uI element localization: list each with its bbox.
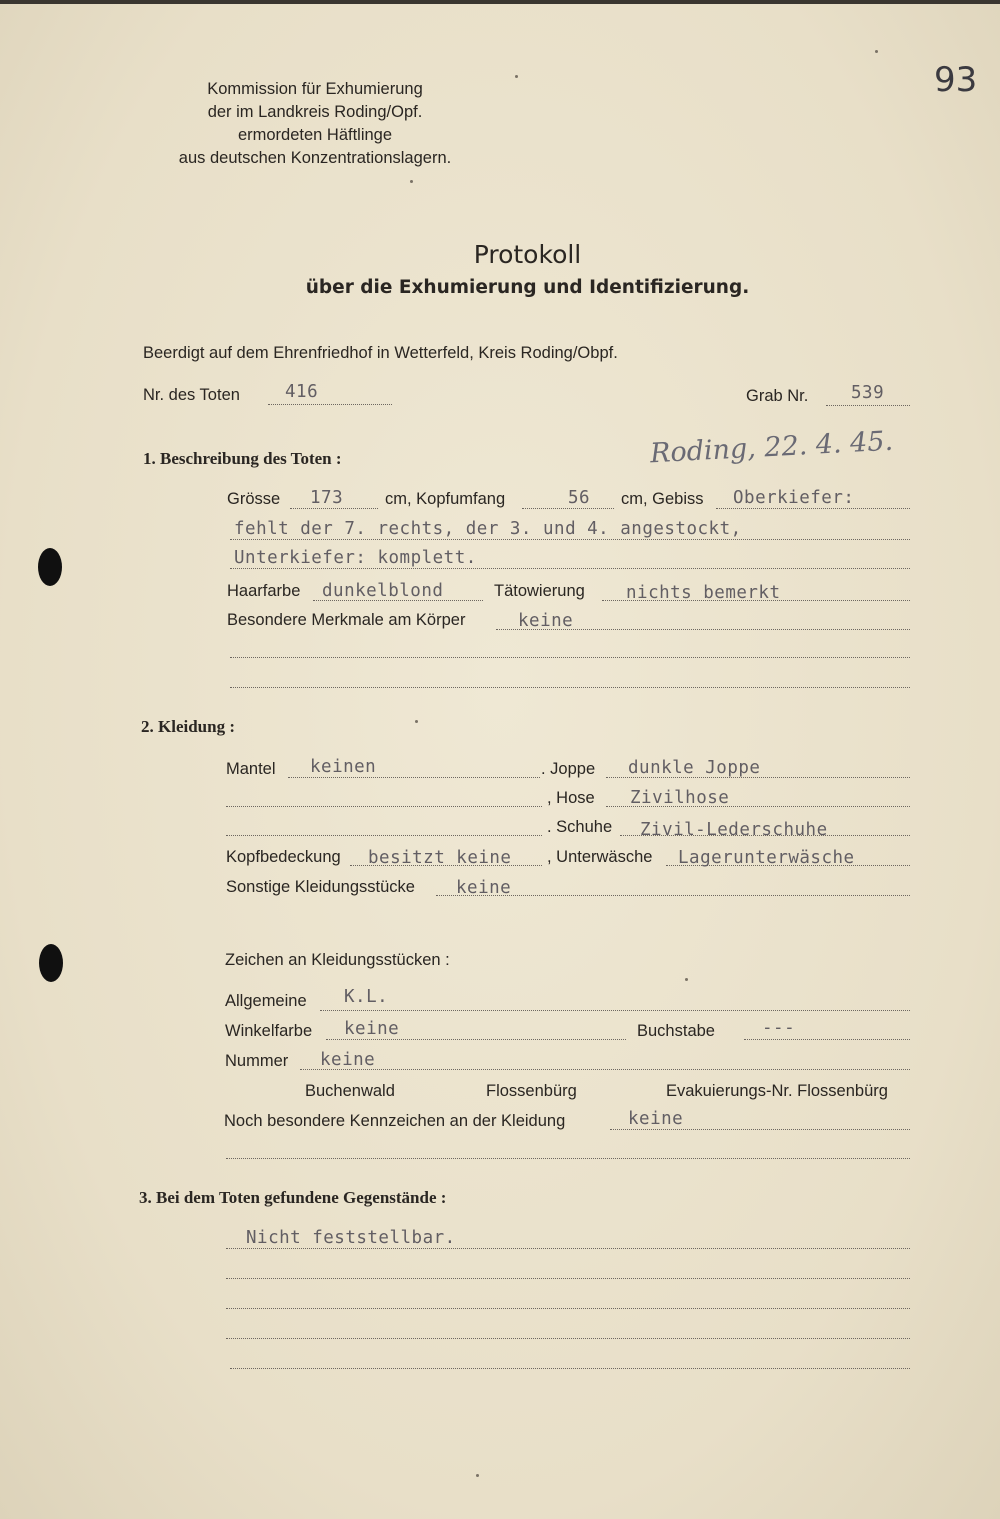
punch-hole-bottom [39, 944, 63, 982]
coat-line [288, 777, 540, 778]
handwritten-place-date: Roding, 22. 4. 45. [649, 425, 894, 470]
tattoo-value: nichts bemerkt [626, 583, 781, 603]
grave-number-label: Grab Nr. [746, 387, 809, 405]
hair-label: Haarfarbe [227, 582, 301, 600]
items-line-3 [226, 1308, 910, 1309]
speck [685, 978, 688, 981]
triangle-color-label: Winkelfarbe [225, 1022, 313, 1040]
blank-line [226, 835, 542, 836]
headwear-label: Kopfbedeckung [226, 848, 341, 866]
grave-number-line [826, 405, 910, 406]
clothing-marks-heading: Zeichen an Kleidungsstücken : [225, 951, 450, 969]
document-title: Protokoll [473, 240, 582, 269]
cm-teeth-label: cm, Gebiss [621, 490, 704, 508]
teeth-value-3: Unterkiefer: komplett. [234, 548, 477, 568]
head-value: 56 [568, 488, 591, 508]
items-line-2 [226, 1278, 910, 1279]
speck [476, 1474, 479, 1477]
height-line [290, 508, 378, 509]
cm-head-label: cm, Kopfumfang [385, 490, 506, 508]
headwear-value: besitzt keine [368, 848, 512, 868]
hair-value: dunkelblond [322, 581, 444, 601]
dead-number-label: Nr. des Toten [143, 386, 240, 404]
body-marks-value: keine [518, 611, 574, 631]
header-line-4: aus deutschen Konzentrationslagern. [178, 149, 452, 167]
letter-line [744, 1039, 910, 1040]
section-3-heading: 3. Bei dem Toten gefundene Gegenstände : [139, 1188, 447, 1207]
evacuation-number: Evakuierungs-Nr. Flossenbürg [666, 1082, 888, 1100]
head-line [522, 508, 614, 509]
section-1-heading: 1. Beschreibung des Toten : [143, 449, 342, 468]
camp-flossenburg: Flossenbürg [486, 1082, 577, 1100]
jacket-value: dunkle Joppe [628, 758, 761, 778]
shoes-label: . Schuhe [547, 818, 613, 836]
body-marks-label: Besondere Merkmale am Körper [227, 611, 466, 629]
header-line-2: der im Landkreis Roding/Opf. [207, 103, 423, 121]
blank-line [226, 806, 542, 807]
speck [875, 50, 878, 53]
number-value: keine [320, 1050, 376, 1070]
letter-value: --- [762, 1018, 796, 1038]
tattoo-label: Tätowierung [494, 582, 585, 600]
teeth-line-3 [230, 568, 910, 569]
number-label: Nummer [225, 1052, 289, 1070]
items-line-4 [226, 1338, 910, 1339]
shoes-value: Zivil-Lederschuhe [640, 820, 828, 840]
other-clothing-value: keine [456, 878, 512, 898]
coat-label: Mantel [226, 760, 276, 778]
teeth-line-2 [230, 539, 910, 540]
dead-number-value: 416 [285, 382, 319, 402]
blank-line [226, 1158, 910, 1159]
general-value: K.L. [344, 987, 389, 1007]
burial-line: Beerdigt auf dem Ehrenfriedhof in Wetterfeld, Kreis Roding/Obpf. [143, 344, 618, 362]
underwear-label: , Unterwäsche [547, 848, 653, 866]
speck [515, 75, 518, 78]
page-top-edge [0, 0, 1000, 4]
blank-line [230, 657, 910, 658]
blank-line [230, 687, 910, 688]
speck [415, 720, 418, 723]
speck [410, 180, 413, 183]
jacket-label: . Joppe [541, 760, 596, 778]
header-line-3: ermordeten Häftlinge [237, 126, 393, 144]
items-line-1 [226, 1248, 910, 1249]
trousers-label: , Hose [547, 789, 595, 807]
teeth-line-1 [716, 508, 910, 509]
dead-number-line [268, 404, 392, 405]
commission-header [135, 78, 495, 170]
camp-buchenwald: Buchenwald [305, 1082, 395, 1100]
special-marks-line [610, 1129, 910, 1130]
trousers-value: Zivilhose [630, 788, 730, 808]
teeth-value-2: fehlt der 7. rechts, der 3. und 4. angestockt, [234, 519, 742, 539]
section-2-heading: 2. Kleidung : [141, 717, 235, 736]
other-clothing-label: Sonstige Kleidungsstücke [226, 878, 415, 896]
header-line-1: Kommission für Exhumierung [207, 80, 423, 98]
general-label: Allgemeine [225, 992, 307, 1010]
coat-value: keinen [310, 757, 377, 777]
special-marks-label: Noch besondere Kennzeichen an der Kleidung [224, 1112, 566, 1130]
letter-label: Buchstabe [637, 1022, 715, 1040]
grave-number-value: 539 [851, 383, 885, 403]
general-line [320, 1010, 910, 1011]
special-marks-value: keine [628, 1109, 684, 1129]
number-line [300, 1069, 910, 1070]
height-label: Grösse [227, 490, 281, 508]
items-value: Nicht feststellbar. [246, 1228, 456, 1248]
teeth-value-1: Oberkiefer: [733, 488, 855, 508]
triangle-color-line [326, 1039, 626, 1040]
document-subtitle: über die Exhumierung und Identifizierung. [305, 277, 750, 298]
page-number: 93 [934, 60, 978, 100]
punch-hole-top [38, 548, 62, 586]
items-line-5 [230, 1368, 910, 1369]
triangle-color-value: keine [344, 1019, 400, 1039]
underwear-value: Lagerunterwäsche [678, 848, 855, 868]
height-value: 173 [310, 488, 344, 508]
